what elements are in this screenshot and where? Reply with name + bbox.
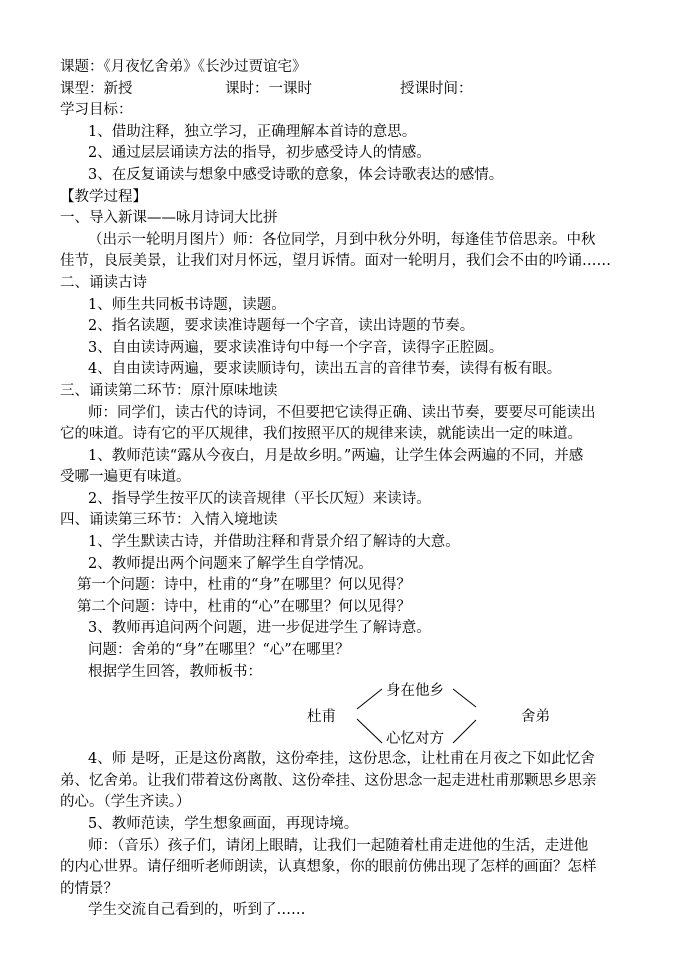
goal-item: 1、借助注释，独立学习，正确理解本首诗的意思。: [88, 123, 417, 140]
paragraph-line: 佳节，良辰美景，让我们对月怀远，望月诉情。面对一轮明月，我们会不由的吟诵……: [60, 253, 611, 270]
paragraph-line: （出示一轮明月图片）师：各位同学，月到中秋分外明，每逢佳节倍思亲。中秋: [88, 231, 596, 248]
board-top-label: 身在他乡: [386, 683, 444, 700]
lesson-period: 课时：一课时: [225, 80, 312, 97]
section-title: 二、诵读古诗: [60, 274, 147, 291]
paragraph-line: 1、学生默读古诗，并借助注释和背景介绍了解诗的大意。: [88, 534, 460, 551]
list-item: 4、自由读诗两遍，要求读顺诗句，读出五言的音律节奏，读得有板有眼。: [88, 361, 562, 378]
paragraph-line: 第二个问题：诗中，杜甫的“心”在哪里？何以见得？: [77, 598, 411, 615]
paragraph-line: 它的味道。诗有它的平仄规律，我们按照平仄的规律来读，就能读出一定的味道。: [60, 426, 582, 443]
section-title: 四、诵读第三环节：入情入境地读: [60, 512, 278, 529]
paragraph-line: 1、教师范读“露从今夜白，月是故乡明。”两遍，让学生体会两遍的不同，并感: [88, 447, 584, 464]
goals-heading: 学习目标：: [60, 102, 133, 119]
lesson-plan-page: [60, 57, 660, 922]
paragraph-line: 问题：舍弟的“身”在哪里？“心”在哪里？: [88, 642, 350, 659]
paragraph-line: 根据学生回答，教师板书：: [88, 663, 262, 680]
paragraph-line: 第一个问题：诗中，杜甫的“身”在哪里？何以见得？: [77, 577, 411, 594]
paragraph-line: 2、指导学生按平仄的读音规律（平长仄短）来读诗。: [88, 490, 431, 507]
paragraph-line: 的心。（学生齐读。）: [60, 794, 191, 811]
paragraph-line: 师：（音乐）孩子们，请闭上眼睛，让我们一起随着杜甫走进他的生活，走进他: [88, 837, 589, 854]
paragraph-line: 的内心世界。请仔细听老师朗读，认真想象，你的眼前仿佛出现了怎样的画面？怎样: [60, 859, 597, 876]
list-item: 1、师生共同板书诗题，读题。: [88, 296, 286, 313]
board-bottom-label: 心忆对方: [386, 731, 444, 748]
list-item: 3、自由读诗两遍，要求读准诗句中每一个字音，读得字正腔圆。: [88, 339, 504, 356]
lesson-title: 课题：《月夜忆舍弟》《长沙过贾谊宅》: [60, 59, 307, 75]
section-title: 三、诵读第二环节：原汁原味地读: [60, 382, 278, 399]
lesson-meta-row: [60, 79, 660, 101]
paragraph-line: 弟、忆舍弟。让我们带着这份离散、这份牵挂、这份思念一起走进杜甫那颗思乡思亲: [60, 772, 597, 789]
board-left-label: 杜甫: [307, 709, 336, 726]
paragraph-line: 学生交流自己看到的，听到了……: [88, 902, 306, 919]
process-heading: 【教学过程】: [60, 188, 147, 205]
lesson-date: 授课时间：: [400, 80, 473, 97]
section-title: 一、导入新课——咏月诗词大比拼: [60, 210, 278, 227]
paragraph-line: 3、教师再追问两个问题，进一步促进学生了解诗意。: [88, 620, 431, 637]
paragraph-line: 5、教师范读，学生想象画面，再现诗境。: [88, 816, 359, 832]
lesson-type: 课型：新授: [60, 80, 133, 97]
paragraph-line: 的情景？: [60, 880, 118, 897]
list-item: 2、指名读题，要求读准诗题每一个字音，读出诗题的节奏。: [88, 318, 475, 335]
board-right-label: 舍弟: [521, 709, 550, 726]
goal-item: 2、通过层层诵读方法的指导，初步感受诗人的情感。: [88, 145, 431, 162]
paragraph-line: 2、教师提出两个问题来了解学生自学情况。: [88, 555, 373, 572]
paragraph-line: 受哪一遍更有味道。: [60, 469, 191, 486]
goal-item: 3、在反复诵读与想象中感受诗歌的意象，体会诗歌表达的感情。: [88, 166, 504, 183]
board-diagram: [60, 683, 620, 749]
paragraph-line: 4、师 是呀，正是这份离散，这份牵挂，这份思念，让杜甫在月夜之下如此忆舍: [88, 751, 595, 768]
paragraph-line: 师：同学们，读古代的诗词，不但要把它读得正确、读出节奏，要要尽可能读出: [88, 404, 596, 421]
